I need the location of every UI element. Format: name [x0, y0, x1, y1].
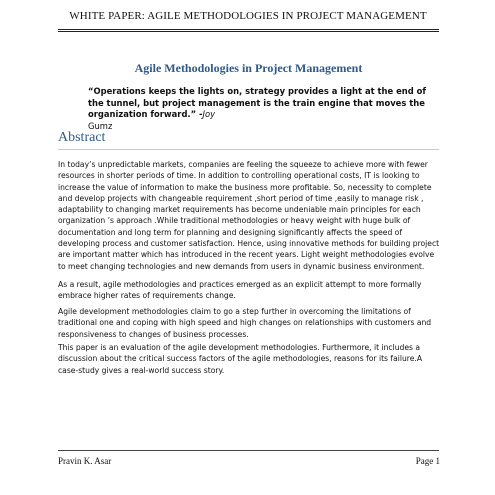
footer-author: Pravin K. Asar [58, 456, 112, 466]
quote-author-first: Joy [202, 109, 216, 119]
abstract-paragraph: This paper is an evaluation of the agile development methodologies. Furthermore, it includes a discussion about the critical success factors of the agile methodologies, reasons for its failure.A case-study gives a real-world success story. [58, 343, 423, 375]
quote-text: “Operations keeps the lights on, strategy provides a light at the end of the tunnel, but project management is the train engine that moves the organization forward.” - [88, 86, 427, 119]
epigraph-quote [88, 86, 443, 132]
header-divider [58, 29, 439, 32]
document-title: Agile Methodologies in Project Management [134, 61, 363, 75]
footer-divider [58, 450, 439, 451]
page-number: Page 1 [415, 456, 440, 466]
abstract-paragraph: As a result, agile methodologies and practices emerged as an explicit attempt to more formally embrace higher rates of requirements change. [58, 280, 422, 301]
abstract-heading: Abstract [58, 130, 106, 145]
abstract-paragraph: In today’s unpredictable markets, companies are feeling the squeeze to achieve more with fewer resources in shorter periods of time. In addition to controlling operational costs, IT is looking to increase the value of information to make the business more profitable. So, necessity to complete and develop projects with changeable requirement ,short period of time ,easily to manage risk , adaptability to changing market requirements has become undeniable main principles for each organization ’s approach .While traditional methodologies or heavy weight with huge bulk of documentation and long term for planning and designing significantly affects the speed of developing process and customer satisfaction. Hence, using innovative methods for building project are important matter which has introduced in the recent years. Light weight methodologies evolve to meet changing technologies and new demands from users in dynamic business environment. [58, 160, 440, 271]
quote-author-last: Gumz [88, 120, 113, 131]
abstract-paragraph: Agile development methodologies claim to go a step further in overcoming the limitations of traditional one and coping with high speed and high changes on relationships with customers and responsiveness to changes of business processes. [58, 307, 432, 339]
abstract-divider [58, 149, 439, 150]
running-header: WHITE PAPER: AGILE METHODOLOGIES IN PROJECT MANAGEMENT [69, 10, 427, 22]
